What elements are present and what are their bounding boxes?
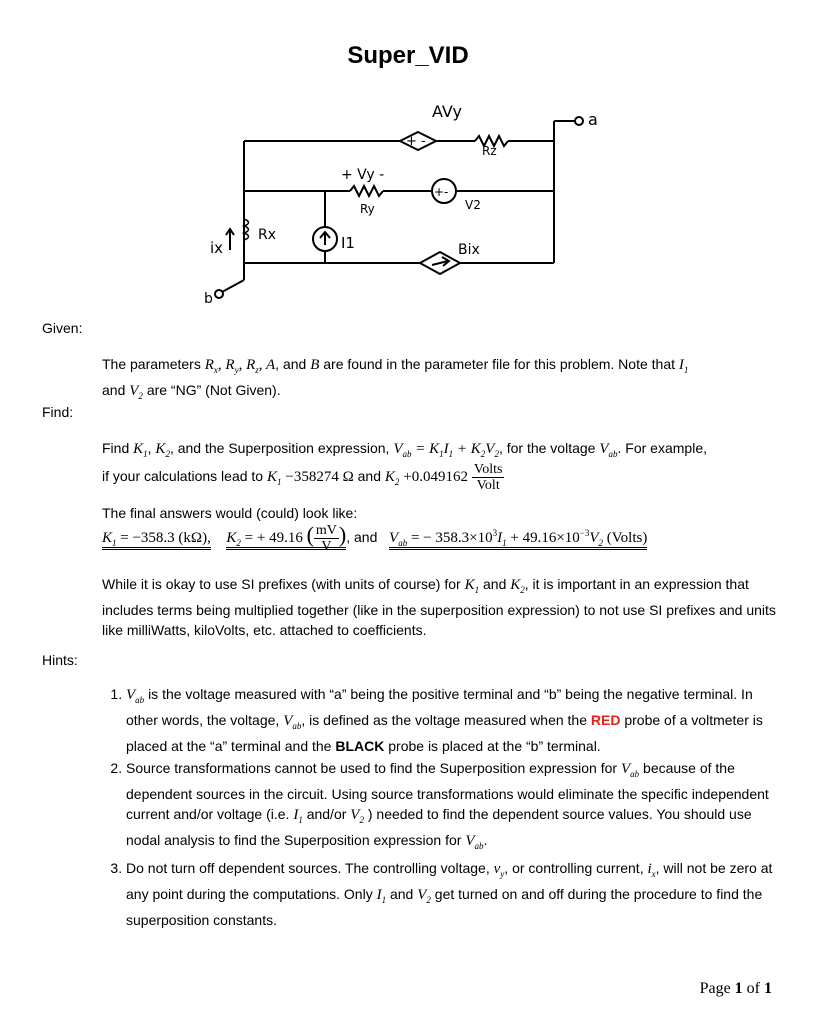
label-vy: + Vy - xyxy=(341,167,385,183)
label-v2: V2 xyxy=(465,198,481,212)
label-rz: Rz xyxy=(482,144,497,158)
label-ix: ix xyxy=(210,239,224,257)
si-prefix-note: While it is okay to use SI prefixes (with units of course) for $K_1$ and $K_2$, it is important in an expression that includes terms being multiplied together (like in the superposition expression) to not use SI prefixes and units like milliWatts, kiloVolts, etc. attached to coefficients. xyxy=(102,576,776,638)
find-paragraph-2: if your calculations lead to $K_1 -358274$ Ω and $K_2 +0.049162$ $\frac{\text{Volts}}{\text{Volt}}$ xyxy=(102,462,503,493)
circuit-diagram xyxy=(190,95,630,310)
final-answers: $K_1 = -358.3$ (kΩ), $K_2$ = + 49.16 ( $\frac{mV}{V}$ ), and $V_{ab}$ = − $358.3\times 10^3I_1 + 49.16\times 10^{-3}V_2$ (Volts) xyxy=(102,522,648,555)
label-bix: Bix xyxy=(458,242,480,258)
find-paragraph-1: Find $K_1$, $K_2$, and the Superposition expression, $V_{ab} = K_1I_1 + K_2V_2$, for the voltage $V_{ab}$. For example, xyxy=(102,440,707,459)
label-i1: I1 xyxy=(341,234,355,252)
given-label: Given: xyxy=(42,320,83,336)
label-b: b xyxy=(204,291,213,307)
hint-1: 1. $V_{ab}$ is the voltage measured with “a” being the positive terminal and “b” being the negative terminal. In other words, the voltage, $V_{ab}$, is defined as the voltage measured when the RED probe of a voltmeter is placed at the “a” terminal and the BLACK probe is placed at the “b” terminal. xyxy=(126,684,780,756)
find-paragraph-3: The final answers would (could) look like: xyxy=(102,505,358,521)
label-rx: Rx xyxy=(258,227,277,243)
hints-label: Hints: xyxy=(42,652,78,668)
find-label: Find: xyxy=(42,404,74,420)
given-paragraph: The parameters $R_x$, $R_y$, $R_z$, A, and B are found in the parameter file for this problem. Note that $I_1$ and $V_2$ are “NG” (Not Given). xyxy=(102,356,689,401)
ind-source-polarity: +- xyxy=(434,185,449,199)
page-footer: Page 1 of 1 xyxy=(699,980,772,997)
hint-3: 3. Do not turn off dependent sources. The controlling voltage, $v_y$, or controlling current, $i_x$, will not be zero at any point during the computations. Only $I_1$ and $V_2$ get turned on and off during the procedure to find the superposition constants. xyxy=(126,858,780,930)
page-title: Super_VID xyxy=(347,42,469,69)
label-avy: AVy xyxy=(432,102,462,121)
label-ry: Ry xyxy=(360,202,375,216)
hints-list xyxy=(100,684,780,932)
dep-source-polarity: + - xyxy=(406,134,426,149)
label-a: a xyxy=(588,110,598,129)
hint-2: 2. Source transformations cannot be used to find the Superposition expression for $V_{ab}$ because of the dependent sources in the circuit. Using source transformations would eliminate the specific independent current and/or voltage (i.e. $I_1$ and/or $V_2$ ) needed to find the dependent source values. You should use nodal analysis to find the Superposition expression for $V_{ab}$. xyxy=(126,758,780,856)
